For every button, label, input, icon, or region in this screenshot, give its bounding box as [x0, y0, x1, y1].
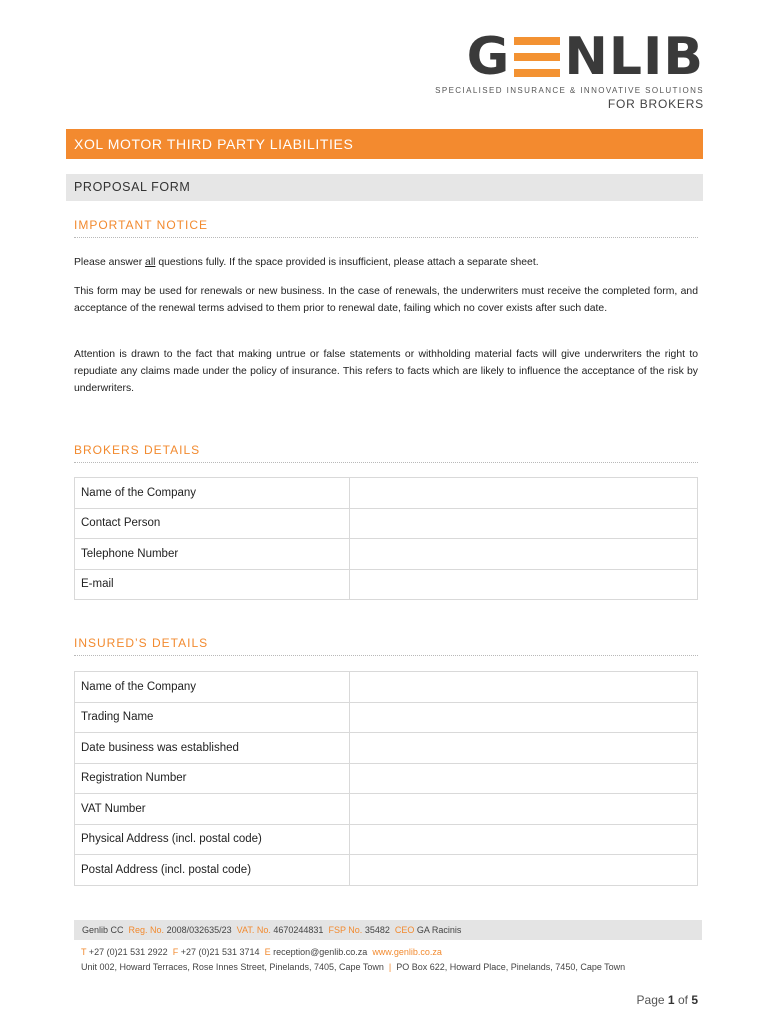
field-label: E-mail	[75, 569, 350, 600]
field-label: Postal Address (incl. postal code)	[75, 855, 350, 886]
table-row	[75, 794, 698, 825]
page-number	[637, 993, 698, 1007]
table-row	[75, 508, 698, 539]
insured-company-name-field[interactable]	[350, 672, 698, 703]
insured-trading-name-field[interactable]	[350, 702, 698, 733]
footer-e-label: E	[264, 947, 271, 957]
notice-p1-text-end: questions fully. If the space provided is insufficient, please attach a separate sheet.	[155, 257, 539, 268]
footer-contact-line	[81, 947, 442, 957]
footer-fsp: 35482	[364, 925, 390, 935]
table-row	[75, 702, 698, 733]
form-title: XOL MOTOR THIRD PARTY LIABILITIES	[66, 129, 703, 159]
field-label: Name of the Company	[75, 478, 350, 509]
footer-f-label: F	[172, 947, 179, 957]
field-label: Physical Address (incl. postal code)	[75, 824, 350, 855]
page-current: 1	[667, 993, 675, 1007]
table-row	[75, 569, 698, 600]
table-row	[75, 855, 698, 886]
broker-telephone-field[interactable]	[350, 539, 698, 570]
footer-company: Genlib CC	[82, 925, 124, 935]
field-label: Registration Number	[75, 763, 350, 794]
footer-registration-bar	[74, 920, 702, 940]
table-row	[75, 824, 698, 855]
brokers-details-table	[74, 477, 698, 600]
footer-ceo-label: CEO	[394, 925, 415, 935]
important-notice-heading: IMPORTANT NOTICE	[74, 218, 698, 238]
field-label: Trading Name	[75, 702, 350, 733]
insured-registration-number-field[interactable]	[350, 763, 698, 794]
logo-e-bars-icon	[514, 37, 560, 77]
footer-physical-address: Unit 002, Howard Terraces, Rose Innes Street, Pinelands, 7405, Cape Town	[81, 962, 384, 972]
footer-reg-label: Reg. No.	[128, 925, 165, 935]
notice-paragraph-3: Attention is drawn to the fact that making untrue or false statements or withholding material facts will give underwriters the right to repudiate any claims made under the policy of insurance. This refers to facts which are likely to influence the acceptance of the risk by underwriters.	[74, 349, 698, 394]
footer-reg: 2008/032635/23	[166, 925, 232, 935]
footer-ceo: GA Racinis	[416, 925, 462, 935]
logo-letters-nlib: NLIB	[564, 27, 704, 87]
table-row	[75, 478, 698, 509]
insured-physical-address-field[interactable]	[350, 824, 698, 855]
footer-email-link[interactable]: reception@genlib.co.za	[273, 947, 368, 957]
footer-vat: 4670244831	[273, 925, 324, 935]
footer-fsp-label: FSP No.	[328, 925, 363, 935]
page-of: of	[677, 993, 688, 1007]
logo-tagline: SPECIALISED INSURANCE & INNOVATIVE SOLUTIONS	[435, 86, 704, 95]
field-label: Date business was established	[75, 733, 350, 764]
logo-letter-g: G	[466, 27, 511, 87]
company-logo	[435, 27, 704, 111]
logo-wordmark	[435, 27, 704, 87]
insured-postal-address-field[interactable]	[350, 855, 698, 886]
notice-p1-text: Please answer	[74, 257, 146, 268]
notice-paragraph-1	[74, 254, 698, 271]
footer-t-label: T	[81, 947, 87, 957]
field-label: Contact Person	[75, 508, 350, 539]
logo-sub: FOR BROKERS	[607, 97, 704, 111]
footer-address-line	[81, 962, 625, 972]
insured-vat-number-field[interactable]	[350, 794, 698, 825]
footer-website-link[interactable]: www.genlib.co.za	[372, 947, 442, 957]
notice-p1-emphasis: all	[145, 257, 156, 268]
table-row	[75, 763, 698, 794]
table-row	[75, 672, 698, 703]
footer-fax: +27 (0)21 531 3714	[180, 947, 260, 957]
notice-paragraph-2: This form may be used for renewals or new business. In the case of renewals, the underwriters must receive the completed form, and acceptance of the renewal terms advised to them prior to renewal date, failing which no cover exists after such date.	[74, 286, 698, 314]
footer-separator: |	[388, 962, 392, 972]
broker-company-name-field[interactable]	[350, 478, 698, 509]
table-row	[75, 733, 698, 764]
table-row	[75, 539, 698, 570]
insured-details-heading: INSURED’S DETAILS	[74, 636, 698, 656]
page-label: Page	[636, 993, 665, 1007]
field-label: Telephone Number	[75, 539, 350, 570]
broker-email-field[interactable]	[350, 569, 698, 600]
footer-telephone: +27 (0)21 531 2922	[88, 947, 168, 957]
footer-po-box: PO Box 622, Howard Place, Pinelands, 7450, Cape Town	[396, 962, 626, 972]
footer-vat-label: VAT. No.	[236, 925, 271, 935]
brokers-details-heading: BROKERS DETAILS	[74, 443, 698, 463]
insured-details-table	[74, 671, 698, 886]
field-label: Name of the Company	[75, 672, 350, 703]
field-label: VAT Number	[75, 794, 350, 825]
form-subtitle: PROPOSAL FORM	[66, 174, 703, 201]
insured-date-established-field[interactable]	[350, 733, 698, 764]
page-total: 5	[691, 993, 698, 1007]
broker-contact-person-field[interactable]	[350, 508, 698, 539]
